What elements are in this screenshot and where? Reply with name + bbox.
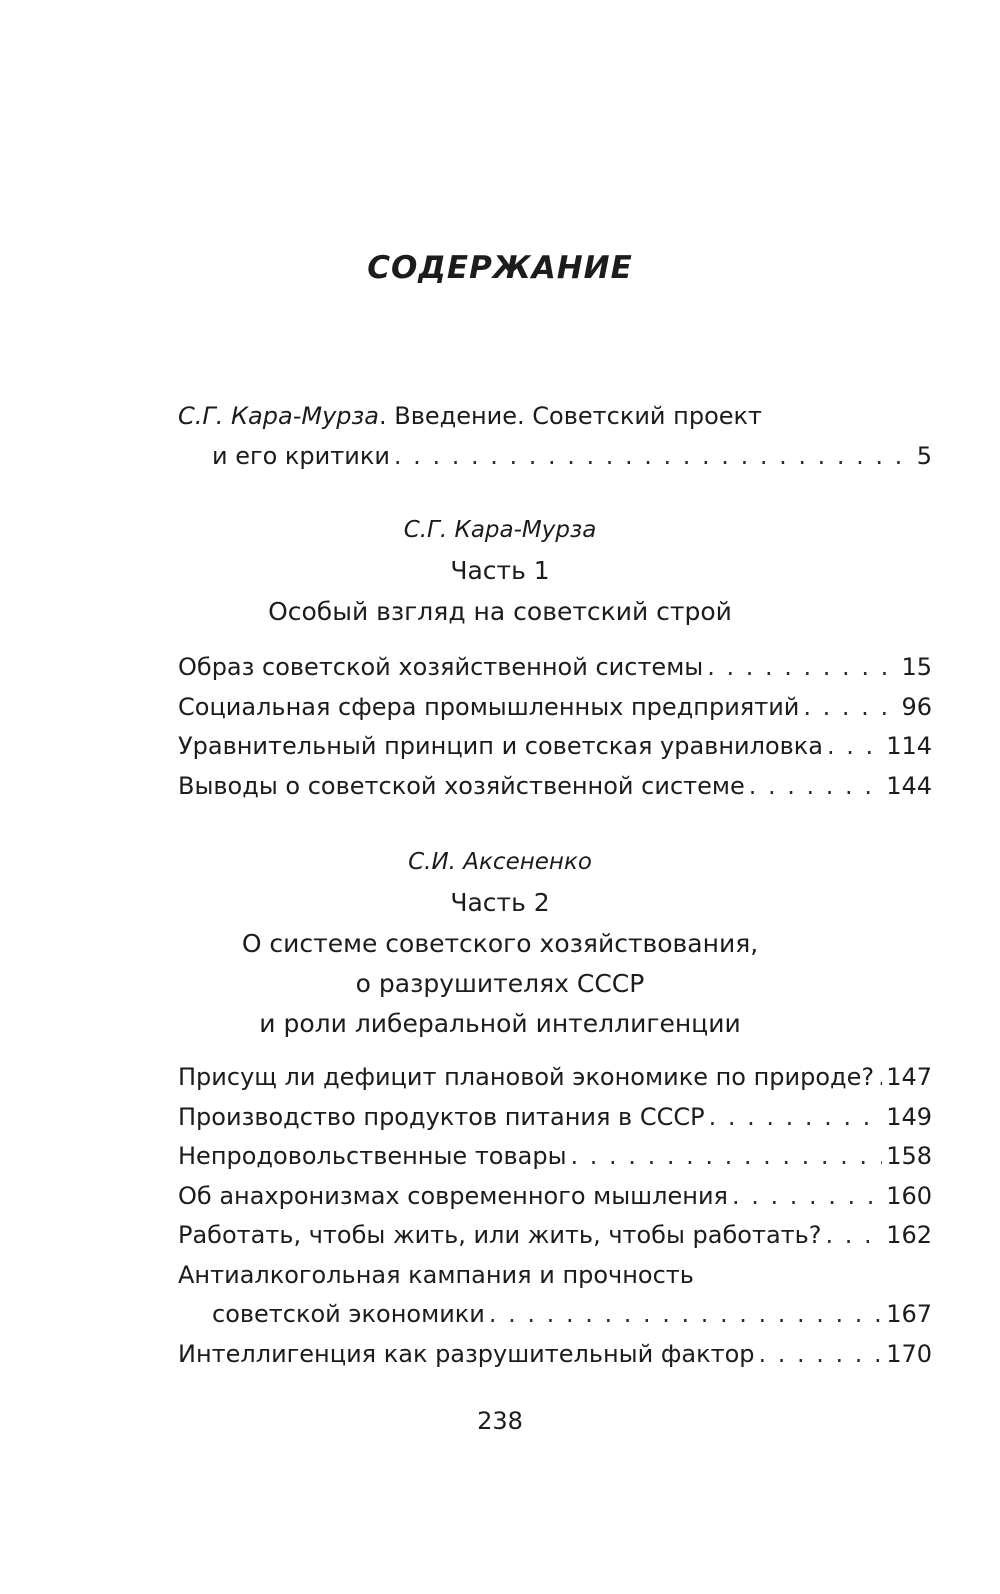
- entry-page: 160: [886, 1181, 932, 1210]
- entry-title: Непродовольственные товары: [178, 1142, 567, 1170]
- entry-page: 15: [901, 653, 932, 681]
- toc-entry[interactable]: [178, 727, 932, 767]
- toc-entry[interactable]: [178, 1216, 932, 1256]
- entry-page: 144: [886, 771, 932, 800]
- intro-title-line2: и его критики: [212, 441, 390, 470]
- entry-title: Об анахронизмах современного мышления: [178, 1181, 728, 1210]
- part1-label: Часть 1: [450, 556, 550, 585]
- part2-label: Часть 2: [450, 888, 550, 917]
- entry-title-line2: советской экономики: [212, 1300, 485, 1328]
- dot-leader: [707, 648, 897, 688]
- entry-title: Производство продуктов питания в СССР: [178, 1102, 705, 1131]
- toc-entry[interactable]: [178, 688, 932, 728]
- entry-page: 167: [886, 1300, 932, 1328]
- dot-leader: [803, 688, 897, 728]
- toc-entry[interactable]: [178, 648, 932, 688]
- intro-author: С.Г. Кара-Мурза: [178, 402, 379, 430]
- page-title: СОДЕРЖАНИЕ: [367, 250, 633, 286]
- part1-author: С.Г. Кара-Мурза: [403, 517, 597, 543]
- dot-leader: [489, 1295, 882, 1335]
- entry-page: 158: [886, 1142, 932, 1170]
- entry-title: Интеллигенция как разрушительный фактор: [178, 1339, 755, 1368]
- entry-title: Работать, чтобы жить, или жить, чтобы работать?: [178, 1221, 822, 1249]
- entry-page: 114: [886, 732, 932, 760]
- toc-entry[interactable]: [178, 767, 932, 807]
- toc-entry[interactable]: [178, 1177, 932, 1217]
- entry-title: Выводы о советской хозяйственной системе: [178, 771, 745, 800]
- part2-author: С.И. Аксененко: [408, 849, 592, 875]
- table-of-contents: [178, 397, 932, 1374]
- entry-page: 149: [886, 1102, 932, 1131]
- toc-entry[interactable]: [178, 1295, 932, 1335]
- toc-entry[interactable]: [178, 1058, 932, 1098]
- dot-leader: [826, 1216, 883, 1256]
- toc-entry[interactable]: [178, 1137, 932, 1177]
- part2-title-line2: о разрушителях СССР: [355, 969, 645, 998]
- dot-leader: [732, 1177, 882, 1217]
- toc-entry-line1: [178, 1256, 932, 1296]
- dot-leader: [394, 437, 913, 477]
- entry-title: Присущ ли дефицит плановой экономике по природе?: [178, 1063, 875, 1091]
- part2-title-line1: О системе советского хозяйствования,: [241, 929, 759, 958]
- part2-title-line3: и роли либеральной интеллигенции: [259, 1009, 741, 1038]
- entry-page: 170: [886, 1339, 932, 1368]
- dot-leader: [878, 1058, 882, 1098]
- entry-title: Уравнительный принцип и советская уравниловка: [178, 732, 823, 760]
- page-number: 238: [477, 1407, 523, 1435]
- entry-page: 96: [901, 692, 932, 721]
- dot-leader: [709, 1098, 883, 1138]
- entry-page: 147: [886, 1063, 932, 1091]
- entry-page: 162: [886, 1221, 932, 1249]
- dot-leader: [571, 1137, 883, 1177]
- dot-leader: [758, 1335, 882, 1375]
- entry-title: Социальная сфера промышленных предприятий: [178, 692, 800, 721]
- toc-entry-intro[interactable]: [178, 437, 932, 477]
- intro-title-line1: . Введение. Советский проект: [378, 402, 762, 430]
- entry-title-line1: Антиалкогольная кампания и прочность: [178, 1260, 694, 1289]
- intro-page: 5: [916, 441, 932, 470]
- toc-entry-intro-line1: [178, 397, 932, 437]
- part1-title: Особый взгляд на советский строй: [268, 597, 732, 626]
- toc-entry[interactable]: [178, 1335, 932, 1375]
- toc-entry[interactable]: [178, 1098, 932, 1138]
- entry-title: Образ советской хозяйственной системы: [178, 653, 704, 681]
- dot-leader: [749, 767, 882, 807]
- dot-leader: [827, 727, 882, 767]
